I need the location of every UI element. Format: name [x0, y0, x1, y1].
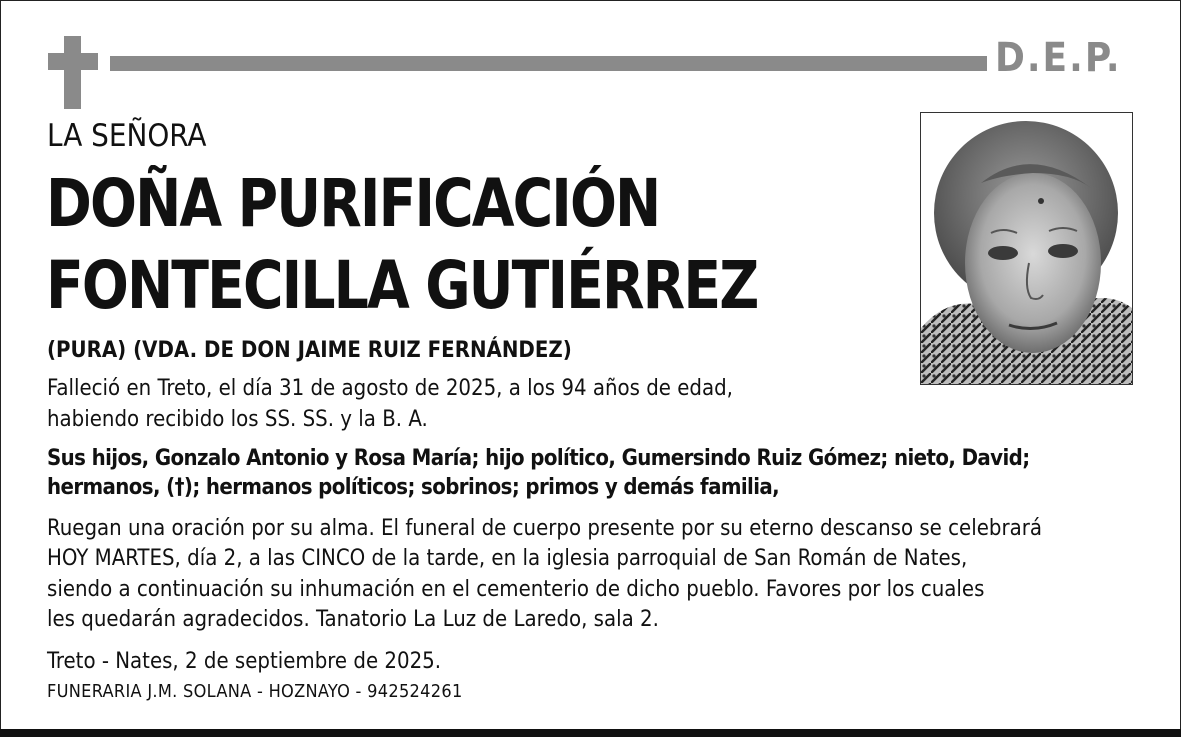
death-notice-line: habiendo recibido los SS. SS. y la B. A.	[47, 407, 428, 432]
family-line: Sus hijos, Gonzalo Antonio y Rosa María; hijo político, Gumersindo Ruiz Gómez; nieto, David;	[47, 446, 1030, 471]
cross-horizontal-bar	[48, 53, 98, 70]
service-line: siendo a continuación su inhumación en el cementerio de dicho pueblo. Favores por los cuales	[47, 577, 985, 602]
dep-mark: D.E.P.	[995, 35, 1122, 81]
death-notice-line: Falleció en Treto, el día 31 de agosto de 2025, a los 94 años de edad,	[47, 376, 733, 401]
portrait-image	[921, 113, 1132, 384]
honorific: LA SEÑORA	[47, 118, 207, 154]
funeral-home: FUNERARIA J.M. SOLANA - HOZNAYO - 942524261	[47, 681, 463, 702]
place-date: Treto - Nates, 2 de septiembre de 2025.	[47, 649, 442, 674]
portrait-photo	[920, 112, 1133, 385]
deceased-nickname: (PURA) (VDA. DE DON JAIME RUIZ FERNÁNDEZ)	[47, 338, 572, 363]
deceased-name-line1: DOÑA PURIFICACIÓN	[46, 165, 660, 242]
service-line: Ruegan una oración por su alma. El funeral de cuerpo presente por su eterno descanso se celebrará	[47, 516, 1042, 541]
deceased-name-line2: FONTECILLA GUTIÉRREZ	[46, 247, 758, 324]
service-line: HOY MARTES, día 2, a las CINCO de la tarde, en la iglesia parroquial de San Román de Nates,	[47, 546, 968, 571]
header-rule	[110, 56, 987, 71]
family-line: hermanos, (†); hermanos políticos; sobrinos; primos y demás familia,	[47, 475, 780, 500]
service-line: les quedarán agradecidos. Tanatorio La Luz de Laredo, sala 2.	[47, 607, 659, 632]
cross-vertical-bar	[64, 36, 81, 109]
bottom-rule	[0, 729, 1181, 737]
